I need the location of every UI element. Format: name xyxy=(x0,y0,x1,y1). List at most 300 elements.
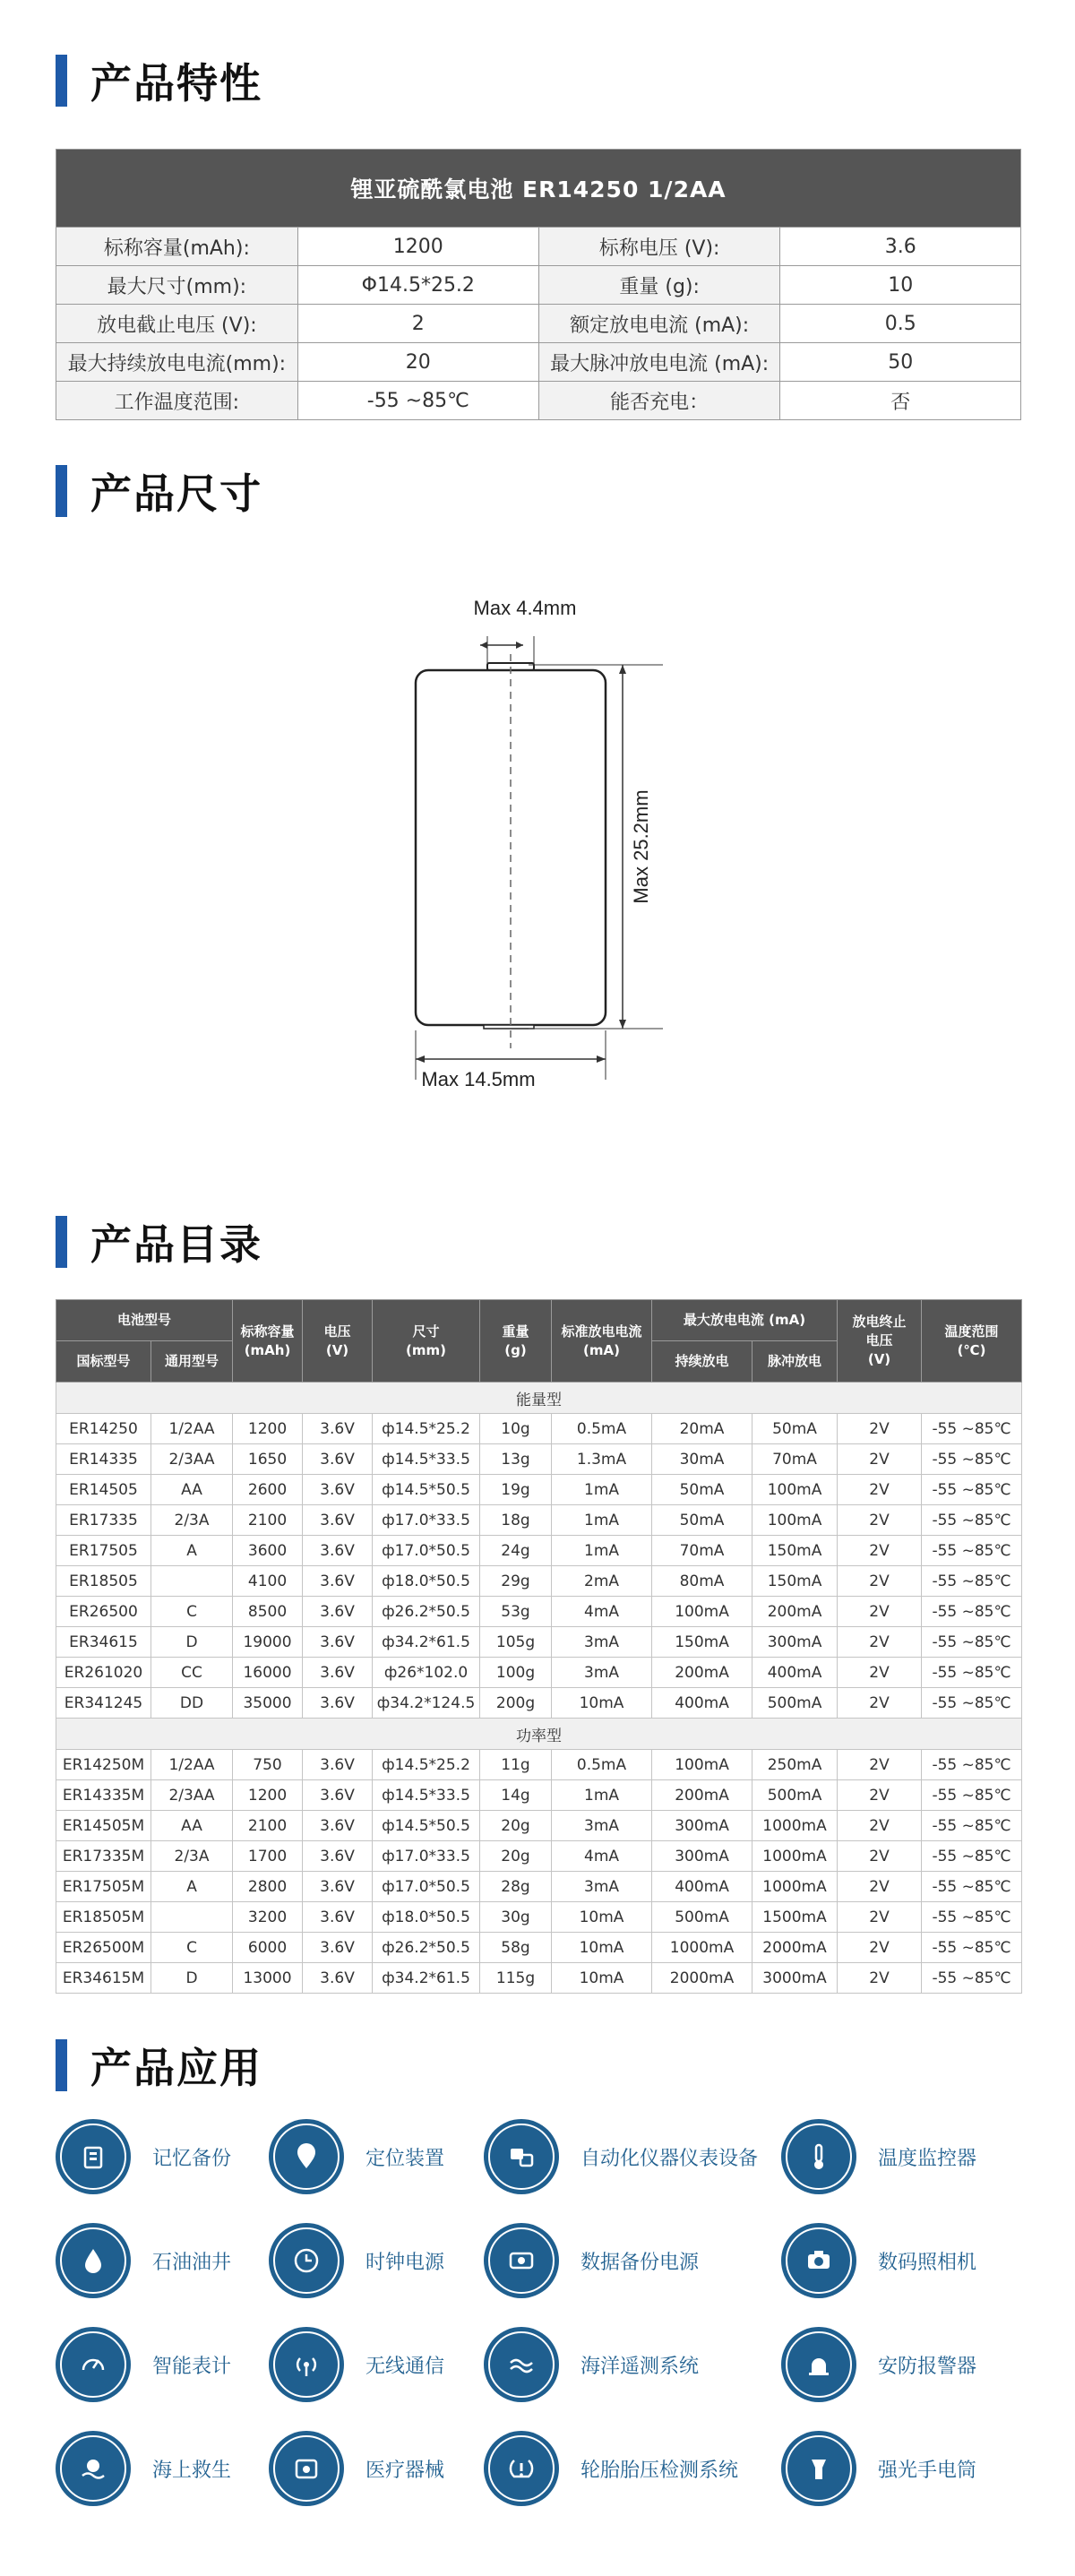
table-cell: -55 ~85℃ xyxy=(922,1963,1022,1994)
icon-glyph xyxy=(803,2348,835,2381)
application-item xyxy=(56,2119,231,2194)
application-label: 智能表计 xyxy=(152,2355,232,2378)
table-cell: 1/2AA xyxy=(151,1414,233,1444)
table-cell: ф14.5*25.2 xyxy=(373,1750,480,1780)
table-cell: 50mA xyxy=(752,1414,838,1444)
table-cell: ф17.0*50.5 xyxy=(373,1872,480,1902)
header-capacity: 标称容量 (mAh) xyxy=(233,1300,303,1383)
table-cell: 10mA xyxy=(552,1963,652,1994)
application-label: 记忆备份 xyxy=(152,2147,232,2170)
table-cell: 2800 xyxy=(233,1872,303,1902)
table-cell: 2V xyxy=(838,1963,922,1994)
data-backup-icon xyxy=(484,2223,559,2298)
table-cell: 500mA xyxy=(752,1688,838,1719)
application-item xyxy=(269,2431,444,2506)
table-cell: ф34.2*61.5 xyxy=(373,1627,480,1658)
table-cell: 2V xyxy=(838,1902,922,1933)
spec-value: 10 xyxy=(780,266,1021,305)
spec-label: 最大尺寸(mm): xyxy=(56,266,298,305)
clock-icon xyxy=(269,2223,344,2298)
table-cell: 19g xyxy=(480,1475,552,1505)
spec-value: 20 xyxy=(297,343,538,382)
table-cell: -55 ~85℃ xyxy=(922,1627,1022,1658)
table-cell: 2100 xyxy=(233,1811,303,1841)
table-cell: 29g xyxy=(480,1566,552,1597)
table-cell: -55 ~85℃ xyxy=(922,1688,1022,1719)
spec-label: 重量 (g): xyxy=(538,266,780,305)
table-cell: 2V xyxy=(838,1627,922,1658)
table-cell: 1mA xyxy=(552,1780,652,1811)
header-voltage: 电压 (V) xyxy=(303,1300,373,1383)
table-cell: 3.6V xyxy=(303,1658,373,1688)
table-cell: ER26500 xyxy=(56,1597,151,1627)
icon-glyph xyxy=(77,2452,109,2485)
table-cell: 150mA xyxy=(652,1627,752,1658)
table-cell: 2V xyxy=(838,1444,922,1475)
wireless-icon xyxy=(269,2327,344,2402)
icon-ring xyxy=(273,2435,340,2502)
table-row xyxy=(56,1933,1022,1963)
table-cell: 4mA xyxy=(552,1597,652,1627)
header-national: 国标型号 xyxy=(56,1341,151,1383)
table-cell: ER14505M xyxy=(56,1811,151,1841)
table-cell: 100mA xyxy=(752,1505,838,1536)
table-cell: 3.6V xyxy=(303,1505,373,1536)
table-row xyxy=(56,1841,1022,1872)
spec-value: Φ14.5*25.2 xyxy=(297,266,538,305)
table-cell: 18g xyxy=(480,1505,552,1536)
spec-label: 能否充电： xyxy=(538,382,780,420)
header-cutoff: 放电终止 电压 (V) xyxy=(838,1300,922,1383)
table-row xyxy=(56,1414,1022,1444)
table-cell: ф18.0*50.5 xyxy=(373,1566,480,1597)
spec-value: 3.6 xyxy=(780,228,1021,266)
top-width-label: Max 4.4mm xyxy=(473,597,577,619)
table-cell: 400mA xyxy=(652,1688,752,1719)
section-heading: 产品尺寸 xyxy=(90,470,262,518)
spec-value: 0.5 xyxy=(780,305,1021,343)
application-item xyxy=(484,2223,699,2298)
spec-row xyxy=(56,343,1021,382)
table-cell: 1000mA xyxy=(752,1841,838,1872)
table-cell: 70mA xyxy=(652,1536,752,1566)
table-cell: 200g xyxy=(480,1688,552,1719)
icon-glyph xyxy=(290,2244,322,2277)
table-row xyxy=(56,1597,1022,1627)
table-cell: 2V xyxy=(838,1750,922,1780)
table-cell: 1000mA xyxy=(652,1933,752,1963)
smart-meter-icon xyxy=(56,2327,131,2402)
application-item xyxy=(269,2327,444,2402)
table-cell: 30g xyxy=(480,1902,552,1933)
group-row xyxy=(56,1383,1022,1414)
table-cell: 3mA xyxy=(552,1658,652,1688)
table-cell: ER14250 xyxy=(56,1414,151,1444)
spec-label: 工作温度范围: xyxy=(56,382,298,420)
header-weight: 重量 (g) xyxy=(480,1300,552,1383)
table-cell: 4100 xyxy=(233,1566,303,1597)
table-cell: ф17.0*50.5 xyxy=(373,1536,480,1566)
table-cell: ф18.0*50.5 xyxy=(373,1902,480,1933)
group-label: 能量型 xyxy=(56,1383,1022,1414)
application-item xyxy=(484,2431,738,2506)
table-cell: 500mA xyxy=(652,1902,752,1933)
table-cell: 19000 xyxy=(233,1627,303,1658)
table-cell: 3.6V xyxy=(303,1780,373,1811)
table-cell: 150mA xyxy=(752,1536,838,1566)
spec-value: 50 xyxy=(780,343,1021,382)
table-cell: 2V xyxy=(838,1566,922,1597)
table-cell: 3.6V xyxy=(303,1902,373,1933)
arrow-head xyxy=(619,1020,626,1029)
application-label: 定位装置 xyxy=(366,2147,445,2170)
table-cell: 300mA xyxy=(752,1627,838,1658)
table-cell: 6000 xyxy=(233,1933,303,1963)
table-cell: ER17505 xyxy=(56,1536,151,1566)
application-label: 安防报警器 xyxy=(878,2355,977,2378)
table-cell: 200mA xyxy=(752,1597,838,1627)
table-cell: 80mA xyxy=(652,1566,752,1597)
table-cell: -55 ~85℃ xyxy=(922,1811,1022,1841)
application-label: 强光手电筒 xyxy=(878,2459,977,2482)
application-item xyxy=(781,2223,976,2298)
table-cell: 3.6V xyxy=(303,1750,373,1780)
table-cell: 70mA xyxy=(752,1444,838,1475)
spec-row xyxy=(56,266,1021,305)
table-cell: 115g xyxy=(480,1963,552,1994)
table-cell: 1mA xyxy=(552,1536,652,1566)
header-common: 通用型号 xyxy=(151,1341,233,1383)
table-cell: 3000mA xyxy=(752,1963,838,1994)
table-row xyxy=(56,1658,1022,1688)
spec-row xyxy=(56,305,1021,343)
table-cell: 300mA xyxy=(652,1841,752,1872)
title-accent-bar xyxy=(56,55,67,107)
spec-label: 标称电压 (V): xyxy=(538,228,780,266)
table-cell: C xyxy=(151,1933,233,1963)
flashlight-icon xyxy=(781,2431,856,2506)
table-cell: 500mA xyxy=(752,1780,838,1811)
table-cell: 3.6V xyxy=(303,1872,373,1902)
table-cell: 2/3AA xyxy=(151,1444,233,1475)
application-label: 海洋遥测系统 xyxy=(580,2355,700,2378)
table-cell: ER341245 xyxy=(56,1688,151,1719)
icon-ring xyxy=(60,2124,126,2190)
table-cell: 24g xyxy=(480,1536,552,1566)
application-item xyxy=(56,2327,231,2402)
table-cell: 35000 xyxy=(233,1688,303,1719)
table-row xyxy=(56,1536,1022,1566)
table-cell: 3.6V xyxy=(303,1963,373,1994)
table-cell: 4mA xyxy=(552,1841,652,1872)
camera-icon xyxy=(781,2223,856,2298)
table-cell: 3.6V xyxy=(303,1536,373,1566)
section-heading: 产品应用 xyxy=(90,2044,262,2092)
table-cell: 13g xyxy=(480,1444,552,1475)
table-cell: 2/3A xyxy=(151,1841,233,1872)
table-cell: 3.6V xyxy=(303,1841,373,1872)
table-cell: 20g xyxy=(480,1811,552,1841)
table-cell: 0.5mA xyxy=(552,1750,652,1780)
table-cell: 2/3AA xyxy=(151,1780,233,1811)
table-cell: ER14505 xyxy=(56,1475,151,1505)
table-cell: ER34615M xyxy=(56,1963,151,1994)
icon-glyph xyxy=(77,2244,109,2277)
table-cell: 2mA xyxy=(552,1566,652,1597)
tire-pressure-icon xyxy=(484,2431,559,2506)
table-cell: 200mA xyxy=(652,1658,752,1688)
header-continuous: 持续放电 xyxy=(652,1341,752,1383)
table-cell: 3mA xyxy=(552,1811,652,1841)
arrow-head xyxy=(480,642,487,649)
header-temp: 温度范围 (℃) xyxy=(922,1300,1022,1383)
icon-ring xyxy=(786,2435,852,2502)
application-item xyxy=(781,2327,976,2402)
table-cell: ф26.2*50.5 xyxy=(373,1933,480,1963)
table-cell: 1500mA xyxy=(752,1902,838,1933)
table-cell: 3.6V xyxy=(303,1627,373,1658)
table-cell: 1/2AA xyxy=(151,1750,233,1780)
battery-bottom xyxy=(484,1025,534,1029)
table-cell: ф14.5*33.5 xyxy=(373,1780,480,1811)
application-label: 温度监控器 xyxy=(878,2147,977,2170)
table-cell: -55 ~85℃ xyxy=(922,1902,1022,1933)
application-item xyxy=(781,2431,976,2506)
table-row xyxy=(56,1505,1022,1536)
table-cell: 1700 xyxy=(233,1841,303,1872)
table-cell: AA xyxy=(151,1811,233,1841)
table-cell: 150mA xyxy=(752,1566,838,1597)
table-cell: 10mA xyxy=(552,1933,652,1963)
icon-ring xyxy=(488,2435,555,2502)
table-cell: 3.6V xyxy=(303,1475,373,1505)
table-row xyxy=(56,1780,1022,1811)
table-cell: ф14.5*50.5 xyxy=(373,1475,480,1505)
table-cell: 1200 xyxy=(233,1780,303,1811)
battery-dimension-drawing xyxy=(394,582,699,1102)
group-row xyxy=(56,1719,1022,1750)
group-label: 功率型 xyxy=(56,1719,1022,1750)
table-cell: 105g xyxy=(480,1627,552,1658)
table-cell: -55 ~85℃ xyxy=(922,1414,1022,1444)
application-item xyxy=(781,2119,976,2194)
section-heading: 产品特性 xyxy=(90,59,262,108)
icon-ring xyxy=(488,2331,555,2398)
table-cell: 3.6V xyxy=(303,1444,373,1475)
table-cell: ER14250M xyxy=(56,1750,151,1780)
spec-label: 最大脉冲放电电流 (mA): xyxy=(538,343,780,382)
table-cell: ER18505M xyxy=(56,1902,151,1933)
table-cell: 2V xyxy=(838,1933,922,1963)
diameter-label: Max 14.5mm xyxy=(421,1068,536,1090)
icon-ring xyxy=(488,2227,555,2294)
title-accent-bar xyxy=(56,2039,67,2091)
table-cell: ER14335 xyxy=(56,1444,151,1475)
icon-glyph xyxy=(77,2348,109,2381)
table-cell: -55 ~85℃ xyxy=(922,1505,1022,1536)
application-label: 医疗器械 xyxy=(366,2459,445,2482)
table-cell: ER26500M xyxy=(56,1933,151,1963)
table-cell: 250mA xyxy=(752,1750,838,1780)
location-pin-icon xyxy=(269,2119,344,2194)
header-max-current: 最大放电电流 (mA) xyxy=(652,1300,838,1341)
section-features-title xyxy=(56,54,262,108)
table-row xyxy=(56,1566,1022,1597)
spec-label: 最大持续放电电流(mm): xyxy=(56,343,298,382)
table-cell: 100mA xyxy=(752,1475,838,1505)
icon-ring xyxy=(273,2331,340,2398)
table-cell: 2100 xyxy=(233,1505,303,1536)
table-cell: 2V xyxy=(838,1658,922,1688)
table-cell: ER17505M xyxy=(56,1872,151,1902)
arrow-head xyxy=(597,1055,606,1063)
section-dimensions-title xyxy=(56,464,262,518)
table-cell: 1.3mA xyxy=(552,1444,652,1475)
application-item xyxy=(484,2119,758,2194)
application-label: 海上救生 xyxy=(152,2459,232,2482)
table-cell: 2V xyxy=(838,1597,922,1627)
icon-glyph xyxy=(290,2452,322,2485)
table-cell: CC xyxy=(151,1658,233,1688)
section-heading: 产品目录 xyxy=(90,1220,262,1269)
icon-ring xyxy=(786,2227,852,2294)
table-cell: ER14335M xyxy=(56,1780,151,1811)
table-cell: 2000mA xyxy=(752,1933,838,1963)
icon-glyph xyxy=(77,2141,109,2173)
table-row xyxy=(56,1444,1022,1475)
table-cell: 100mA xyxy=(652,1750,752,1780)
table-cell: A xyxy=(151,1536,233,1566)
icon-ring xyxy=(60,2435,126,2502)
application-label: 轮胎胎压检测系统 xyxy=(580,2459,739,2482)
sea-rescue-icon xyxy=(56,2431,131,2506)
table-cell: 53g xyxy=(480,1597,552,1627)
table-cell: -55 ~85℃ xyxy=(922,1475,1022,1505)
icon-glyph xyxy=(803,2452,835,2485)
table-cell: 50mA xyxy=(652,1505,752,1536)
table-cell: ф14.5*50.5 xyxy=(373,1811,480,1841)
table-cell: 3.6V xyxy=(303,1811,373,1841)
thermometer-icon xyxy=(781,2119,856,2194)
table-cell: ER34615 xyxy=(56,1627,151,1658)
table-cell: -55 ~85℃ xyxy=(922,1750,1022,1780)
table-cell: -55 ~85℃ xyxy=(922,1536,1022,1566)
table-cell: 1650 xyxy=(233,1444,303,1475)
application-label: 无线通信 xyxy=(366,2355,445,2378)
spec-value: 否 xyxy=(780,382,1021,420)
table-cell xyxy=(151,1902,233,1933)
table-cell: 1000mA xyxy=(752,1811,838,1841)
spec-table xyxy=(56,149,1021,420)
spec-row xyxy=(56,228,1021,266)
table-cell: ER18505 xyxy=(56,1566,151,1597)
table-cell: ф17.0*33.5 xyxy=(373,1841,480,1872)
title-accent-bar xyxy=(56,465,67,517)
table-cell: C xyxy=(151,1597,233,1627)
table-cell: 10g xyxy=(480,1414,552,1444)
table-cell: ER17335M xyxy=(56,1841,151,1872)
icon-ring xyxy=(273,2227,340,2294)
table-cell: 11g xyxy=(480,1750,552,1780)
application-item xyxy=(269,2119,444,2194)
table-cell: -55 ~85℃ xyxy=(922,1872,1022,1902)
table-cell: 3600 xyxy=(233,1536,303,1566)
table-cell: -55 ~85℃ xyxy=(922,1780,1022,1811)
table-cell: 2V xyxy=(838,1811,922,1841)
application-label: 时钟电源 xyxy=(366,2251,445,2274)
table-cell: 400mA xyxy=(752,1658,838,1688)
table-row xyxy=(56,1902,1022,1933)
table-cell: 0.5mA xyxy=(552,1414,652,1444)
table-row xyxy=(56,1688,1022,1719)
application-item xyxy=(56,2431,231,2506)
table-cell: 14g xyxy=(480,1780,552,1811)
table-cell: 3.6V xyxy=(303,1414,373,1444)
table-cell: 1200 xyxy=(233,1414,303,1444)
table-cell xyxy=(151,1566,233,1597)
table-cell: A xyxy=(151,1872,233,1902)
table-cell: ER261020 xyxy=(56,1658,151,1688)
arrow-head xyxy=(416,1055,425,1063)
table-cell: -55 ~85℃ xyxy=(922,1566,1022,1597)
table-row xyxy=(56,1475,1022,1505)
table-cell: ф17.0*33.5 xyxy=(373,1505,480,1536)
application-item xyxy=(484,2327,699,2402)
spec-value: -55 ~85℃ xyxy=(297,382,538,420)
table-cell: 2V xyxy=(838,1872,922,1902)
height-label: Max 25.2mm xyxy=(630,789,652,904)
table-cell: 2600 xyxy=(233,1475,303,1505)
table-cell: 2/3A xyxy=(151,1505,233,1536)
spec-value: 1200 xyxy=(297,228,538,266)
table-cell: 100mA xyxy=(652,1597,752,1627)
icon-glyph xyxy=(803,2244,835,2277)
application-label: 自动化仪器仪表设备 xyxy=(580,2147,759,2170)
table-cell: ф26*102.0 xyxy=(373,1658,480,1688)
table-cell: -55 ~85℃ xyxy=(922,1597,1022,1627)
table-cell: D xyxy=(151,1963,233,1994)
table-cell: 3mA xyxy=(552,1627,652,1658)
table-cell: 2V xyxy=(838,1536,922,1566)
table-cell: 2V xyxy=(838,1505,922,1536)
table-cell: 3.6V xyxy=(303,1566,373,1597)
application-item xyxy=(269,2223,444,2298)
table-cell: 400mA xyxy=(652,1872,752,1902)
icon-glyph xyxy=(505,2141,538,2173)
table-cell: 10mA xyxy=(552,1902,652,1933)
section-applications-title xyxy=(56,2038,262,2092)
table-cell: 16000 xyxy=(233,1658,303,1688)
table-cell: 200mA xyxy=(652,1780,752,1811)
table-cell: 2V xyxy=(838,1780,922,1811)
table-cell: 28g xyxy=(480,1872,552,1902)
header-pulse: 脉冲放电 xyxy=(752,1341,838,1383)
header-std-current: 标准放电电流 (mA) xyxy=(552,1300,652,1383)
icon-glyph xyxy=(505,2348,538,2381)
table-cell: 2V xyxy=(838,1475,922,1505)
spec-label: 额定放电电流 (mA): xyxy=(538,305,780,343)
automation-instrument-icon xyxy=(484,2119,559,2194)
spec-label: 标称容量(mAh): xyxy=(56,228,298,266)
table-cell: ф14.5*25.2 xyxy=(373,1414,480,1444)
table-cell: 1mA xyxy=(552,1505,652,1536)
spec-title: 锂亚硫酰氯电池 ER14250 1/2AA xyxy=(56,150,1021,228)
table-cell: ф14.5*33.5 xyxy=(373,1444,480,1475)
table-row xyxy=(56,1627,1022,1658)
icon-glyph xyxy=(505,2244,538,2277)
table-cell: 2V xyxy=(838,1688,922,1719)
icon-ring xyxy=(60,2227,126,2294)
